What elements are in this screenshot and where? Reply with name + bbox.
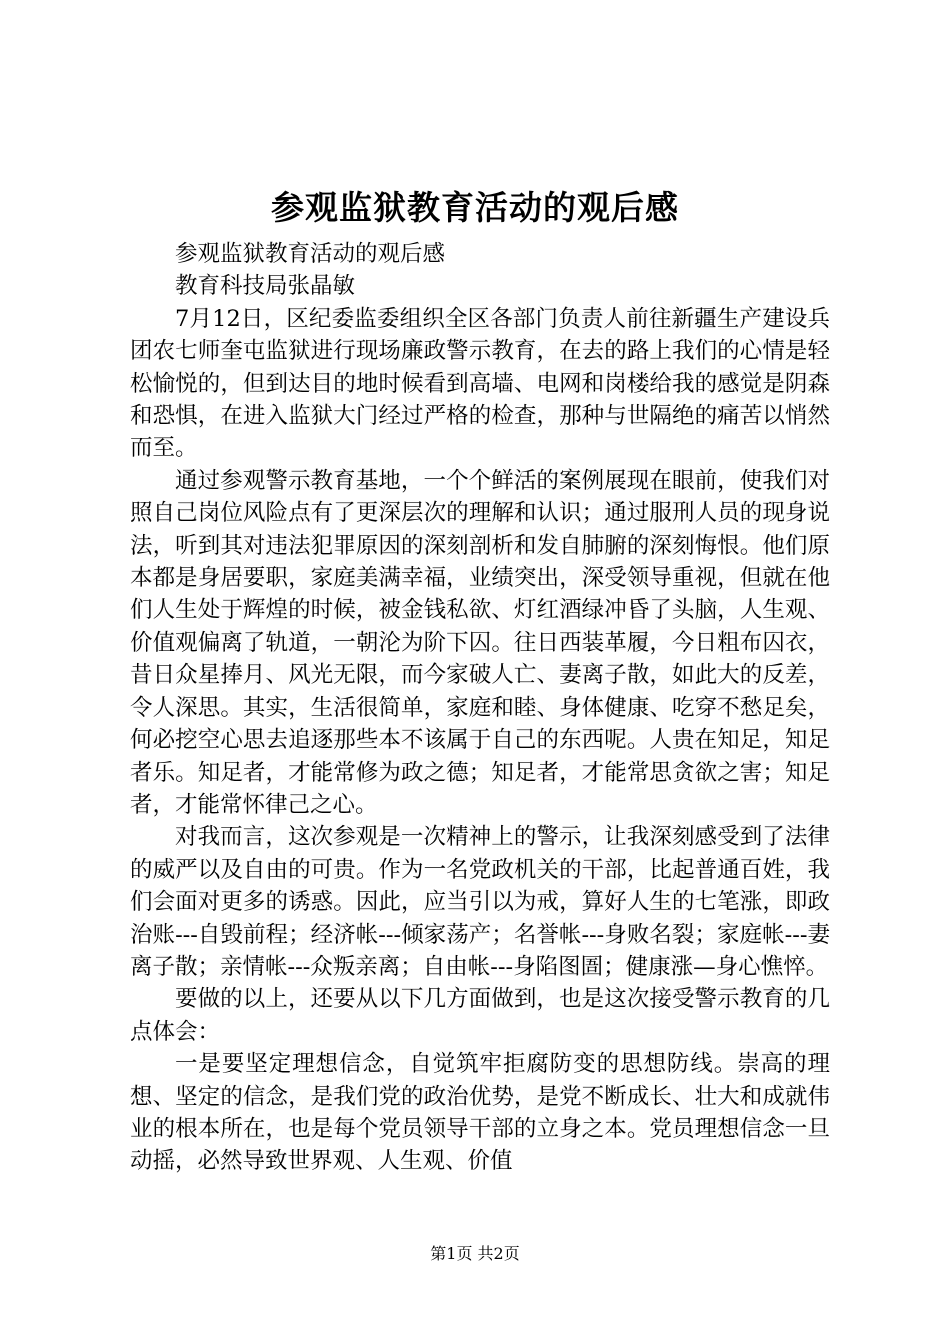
subtitle-line: 参观监狱教育活动的观后感 (175, 241, 446, 267)
paragraph: 对我而言，这次参观是一次精神上的警示，让我深刻感受到了法律的威严以及自由的可贵。作为一名党政机关的干部，比起普通百姓，我们会面对更多的诱惑。因此，应当引以为戒，算好人生的七笔涨，即政治账---自毁前程；经济帐---倾家荡产；名誉帐---身败名裂；家庭帐---妻离子散；亲情帐---众叛亲离；自由帐---身陷图圄；健康涨—身心憔悴。 (130, 824, 830, 980)
paragraph: 要做的以上，还要从以下几方面做到，也是这次接受警示教育的几点体会： (130, 986, 830, 1045)
document-title: 参观监狱教育活动的观后感 (271, 188, 679, 227)
paragraph: 通过参观警示教育基地，一个个鲜活的案例展现在眼前，使我们对照自己岗位风险点有了更深层次的理解和认识；通过服刑人员的现身说法，听到其对违法犯罪原因的深刻剖析和发自肺腑的深刻悔恨。他们原本都是身居要职，家庭美满幸福，业绩突出，深受领导重视，但就在他们人生处于辉煌的时候，被金钱私欲、灯红酒绿冲昏了头脑，人生观、价值观偏离了轨道，一朝沦为阶下囚。往日西装革履，今日粗布囚衣，昔日众星捧月、风光无限，而今家破人亡、妻离子散，如此大的反差，令人深思。其实，生活很简单，家庭和睦、身体健康、吃穿不愁足矣，何必挖空心思去追逐那些本不该属于自己的东西呢。人贵在知足，知足者乐。知足者，才能常修为政之德；知足者，才能常思贪欲之害；知足者，才能常怀律己之心。 (130, 467, 830, 818)
document-body (130, 238, 830, 1178)
paragraph: 7月12日，区纪委监委组织全区各部门负责人前往新疆生产建设兵团农七师奎屯监狱进行现场廉政警示教育，在去的路上我们的心情是轻松愉悦的，但到达目的地时候看到高墙、电网和岗楼给我的感觉是阴森和恐惧，在进入监狱大门经过严格的检查，那种与世隔绝的痛苦以悄然而至。 (130, 305, 830, 462)
author-line: 教育科技局张晶敏 (175, 273, 356, 300)
page-footer: 第1页 共2页 (430, 1244, 520, 1263)
paragraph: 一是要坚定理想信念，自觉筑牢拒腐防变的思想防线。崇高的理想、坚定的信念，是我们党的政治优势，是党不断成长、壮大和成就伟业的根本所在，也是每个党员领导干部的立身之本。党员理想信念一旦动摇，必然导致世界观、人生观、价值 (130, 1051, 830, 1175)
